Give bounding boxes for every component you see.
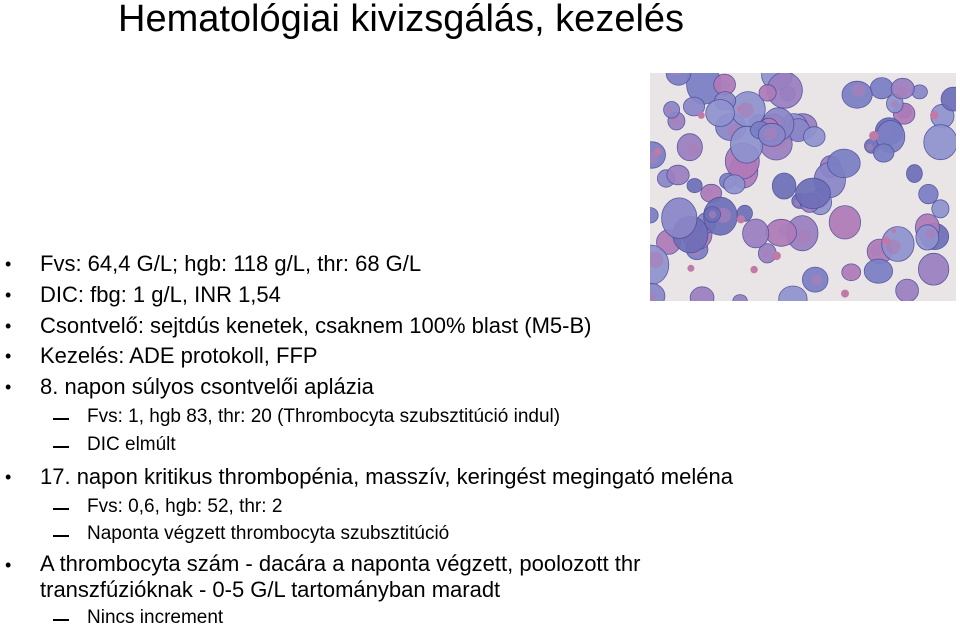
bullet-icon: • [5, 285, 12, 305]
bullet-icon: • [5, 467, 12, 487]
bullet-icon: • [5, 377, 12, 397]
dash-icon [53, 619, 69, 621]
dash-icon [53, 446, 69, 448]
list-item: DIC: fbg: 1 g/L, INR 1,54 [40, 282, 281, 307]
sub-list-item: Fvs: 0,6, hgb: 52, thr: 2 [87, 496, 283, 517]
list-item-continuation: transzfúzióknak - 0-5 G/L tartományban maradt [40, 577, 501, 602]
sub-list-item: Nincs increment [87, 607, 224, 628]
list-item: 8. napon súlyos csontvelői aplázia [40, 374, 374, 399]
bullet-icon: • [5, 555, 12, 575]
slide-title: Hematológiai kivizsgálás, kezelés [118, 0, 685, 40]
bullet-icon: • [5, 346, 12, 366]
list-item: Kezelés: ADE protokoll, FFP [40, 343, 318, 368]
dash-icon [53, 535, 69, 537]
dash-icon [53, 508, 69, 510]
list-item: Csontvelő: sejtdús kenetek, csaknem 100% blast (M5-B) [40, 313, 592, 338]
list-item: 17. napon kritikus thrombopénia, masszív, keringést megingató meléna [40, 464, 733, 489]
list-item: A thrombocyta szám - dacára a naponta végzett, poolozott thr [40, 551, 641, 576]
bullet-icon: • [5, 254, 12, 274]
bullet-icon: • [5, 316, 12, 336]
list-item: Fvs: 64,4 G/L; hgb: 118 g/L, thr: 68 G/L [40, 251, 422, 276]
sub-list-item: DIC elmúlt [87, 434, 176, 455]
sub-list-item: Fvs: 1, hgb 83, thr: 20 (Thrombocyta szubsztitúció indul) [87, 406, 561, 427]
sub-list-item: Naponta végzett thrombocyta szubsztitúció [87, 523, 450, 544]
dash-icon [53, 418, 69, 420]
